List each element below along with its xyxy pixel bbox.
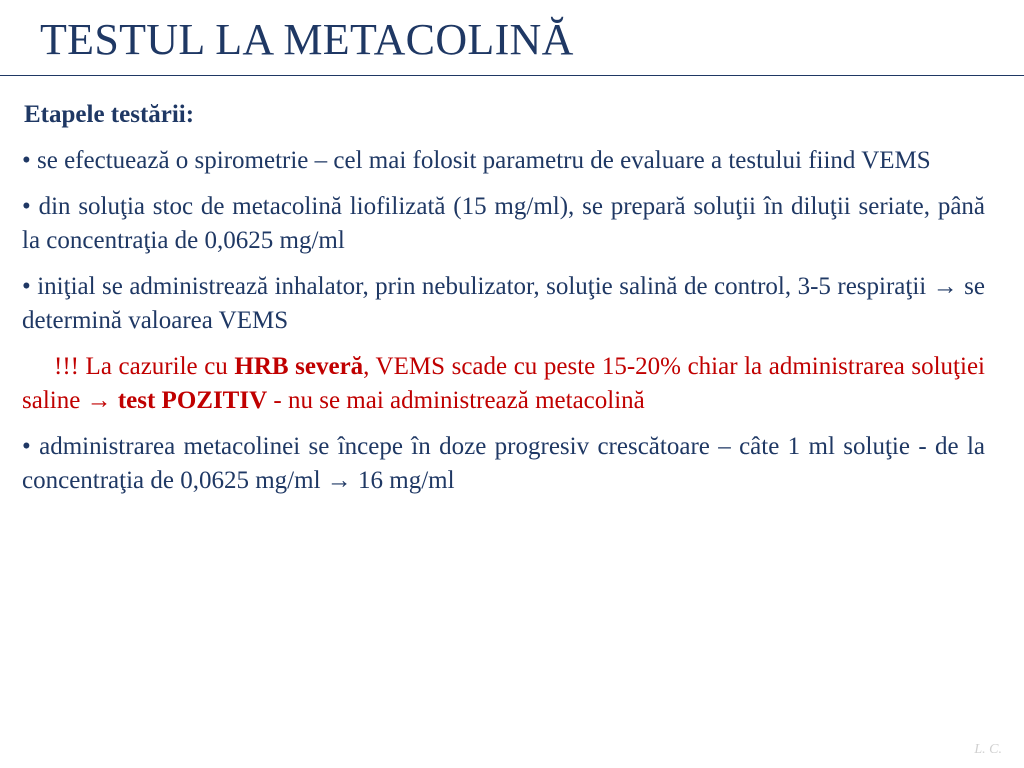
bullet-glyph: • bbox=[22, 273, 31, 300]
warning-emphasis-hrb: HRB severă bbox=[234, 353, 364, 380]
bullet-text-2: din soluţia stoc de metacolină liofilizată (15 mg/ml), se prepară soluţii în diluţii seriate, până la concentraţia de 0,0625 mg/ml bbox=[22, 193, 986, 254]
footer-initials: L. C. bbox=[974, 742, 1002, 757]
bullet-text-1: se efectuează o spirometrie – cel mai folosit parametru de evaluare a testului fiind VEMS bbox=[37, 147, 931, 174]
title-divider bbox=[0, 75, 1024, 76]
bullet-item-1 bbox=[22, 144, 985, 178]
warning-text-c: , VEMS scade cu peste 15-20% chiar la administrarea soluţiei saline → bbox=[22, 353, 985, 414]
warning-text-a: !!! La cazurile cu bbox=[54, 353, 235, 380]
bullet-item-2 bbox=[22, 190, 985, 258]
warning-note bbox=[22, 350, 985, 418]
bullet-text-5: administrarea metacolinei se începe în doze progresiv crescătoare – câte 1 ml soluţie - de la concentraţia de 0,0625 mg/ml → 16 mg/ml bbox=[22, 433, 986, 494]
bullet-item-3 bbox=[22, 270, 985, 338]
slide-content bbox=[22, 98, 985, 498]
warning-text-e: - nu se mai administrează metacolină bbox=[267, 387, 645, 414]
bullet-text-3: iniţial se administrează inhalator, prin nebulizator, soluţie salină de control, 3-5 respiraţii → se determină valoarea VEMS bbox=[22, 273, 985, 334]
warning-emphasis-positive: test POZITIV bbox=[117, 387, 268, 414]
slide-title: TESTUL LA METACOLINĂ bbox=[40, 15, 574, 64]
section-heading: Etapele testării: bbox=[24, 101, 195, 128]
bullet-glyph: • bbox=[22, 433, 31, 460]
bullet-item-5 bbox=[22, 430, 985, 498]
bullet-glyph: • bbox=[22, 147, 31, 174]
bullet-glyph: • bbox=[22, 193, 31, 220]
